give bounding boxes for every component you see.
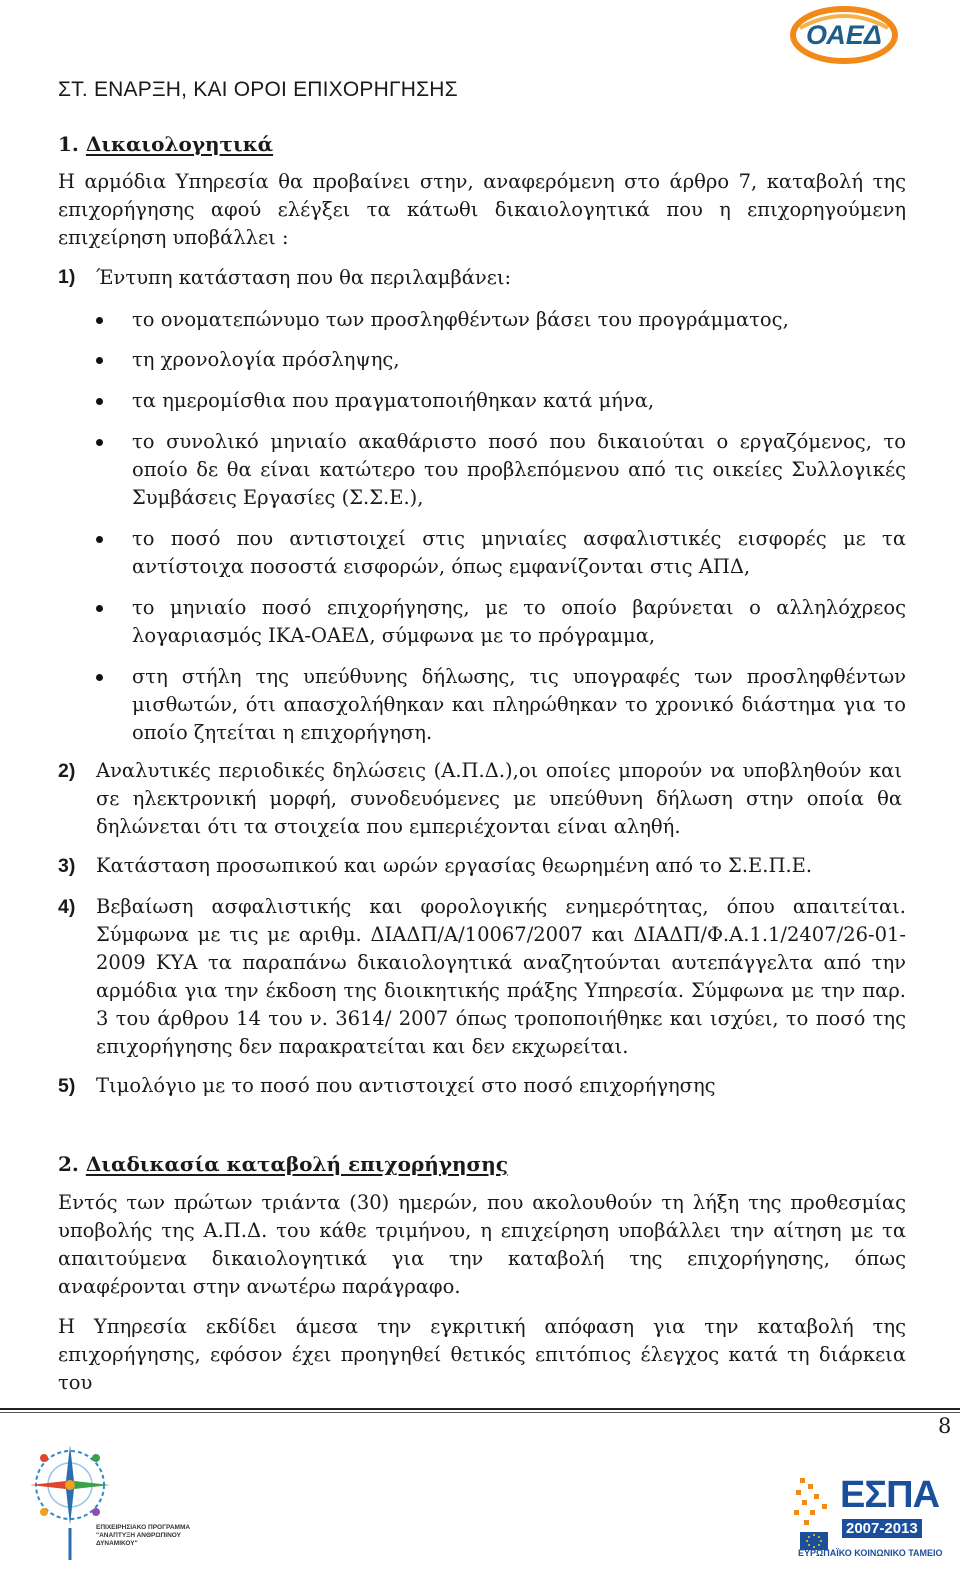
bullet-item: τη χρονολογία πρόσληψης, [132,348,400,371]
section2-paragraph: Η Υπηρεσία εκδίδει άμεσα την εγκριτική απόφαση για την καταβολή της επιχορήγησης, εφόσον έχει προηγηθεί θετικός επιτόπιος έλεγχος κατά τη διάρκεια του [58,1315,906,1394]
item-text: Τιμολόγιο με το ποσό που αντιστοιχεί στο ποσό επιχορήγησης [96,1074,716,1097]
bullet-icon [96,674,103,681]
item-text: Βεβαίωση ασφαλιστικής και φορολογικής ενημερότητας, όπου απαιτείται. Σύμφωνα με τις με αριθμ. ΔΙΑΔΠ/Α/10067/2007 και ΔΙΑΔΠ/Φ.Α.1.1/2407/26-01-2009 ΚΥΑ τα παραπάνω δικαιολογητικά αναζητούνται αυτεπάγγελτα από την αρμόδια για την έκδοση της διοικητικής πράξης Υπηρεσία. Σύμφωνα με την παρ. 3 του άρθρου 14 του ν. 3614/ 2007 όπως τροποποιήθηκε και ισχύει, το ποσό της επιχορήγησης δεν παρακρατείται και δεν εκχωρείται. [96,895,906,1058]
bullet-icon [96,398,103,405]
item-number: 1) [58,266,76,288]
section2-title [58,1152,508,1176]
program-caption [96,1524,216,1548]
bullet-item: τα ημερομίσθια που πραγματοποιήθηκαν κατά μήνα, [132,389,655,412]
bullet-item: στη στήλη της υπεύθυνης δήλωσης, τις υπογραφές των προσληφθέντων μισθωτών, ότι απασχολήθηκαν και πληρώθηκαν το χρονικό διάστημα για το οποίο ζητείται η επιχορήγηση. [132,665,906,744]
oaed-logo [790,6,898,64]
section1-title [58,132,273,156]
espa-eu-caption: ΕΥΡΩΠΑΪΚΟ ΚΟΙΝΩΝΙΚΟ ΤΑΜΕΙΟ [798,1548,943,1558]
bullet-item: το συνολικό μηνιαίο ακαθάριστο ποσό που δικαιούται ο εργαζόμενος, το οποίο δε θα είναι κατώτερο του προβλεπόμενου από τις οικείες Συλλογικές Συμβάσεις Εργασίες (Σ.Σ.Ε.), [132,430,906,509]
item-text: Έντυπη κατάσταση που θα περιλαμβάνει: [96,266,512,289]
bullet-item: το ποσό που αντιστοιχεί στις μηνιαίες ασφαλιστικές εισφορές με τα αντίστοιχα ποσοστά εισφορών, όπως εμφανίζονται στις ΑΠΔ, [132,527,906,578]
section2-number: 2. [58,1152,79,1176]
section2-paragraph: Εντός των πρώτων τριάντα (30) ημερών, που ακολουθούν τη λήξη της προθεσμίας υποβολής της Α.Π.Δ. του κάθε τριμήνου, η επιχείρηση υποβάλλει την αίτηση με τα απαιτούμενα δικαιολογητικά για την καταβολή της επιχορήγησης, όπως αναφέρονται στην ανωτέρω παράγραφο. [58,1191,906,1298]
item-number: 3) [58,855,76,877]
section1-title-text: Δικαιολογητικά [85,132,274,156]
item-number: 4) [58,896,76,918]
section1-intro: Η αρμόδια Υπηρεσία θα προβαίνει στην, αναφερόμενη στο άρθρο 7, καταβολή της επιχορήγησης αφού ελέγξει τα κάτωθι δικαιολογητικά που η επιχορηγούμενη επιχείρηση υποβάλλει : [58,170,906,249]
footer-divider [0,1408,960,1410]
bullet-icon [96,357,103,364]
bullet-icon [96,605,103,612]
oaed-logo-text: ΟΑΕΔ [806,20,882,50]
footer-divider [0,1412,960,1413]
section2-title-text: Διαδικασία καταβολή επιχορήγησης [85,1152,509,1176]
program-caption-line1: ΕΠΙΧΕΙΡΗΣΙΑΚΟ ΠΡΟΓΡΑΜΜΑ [96,1524,191,1531]
program-caption-line2: "ΑΝΑΠΤΥΞΗ ΑΝΘΡΩΠΙΝΟΥ ΔΥΝΑΜΙΚΟΥ" [96,1532,182,1547]
bullet-icon [96,439,103,446]
bullet-icon [96,317,103,324]
item-number: 2) [58,760,76,782]
item-text: Αναλυτικές περιοδικές δηλώσεις (Α.Π.Δ.),οι οποίες μπορούν να υποβληθούν και σε ηλεκτρονική μορφή, συνοδευόμενες με υπεύθυνη δήλωση στην οποία θα δηλώνεται ότι τα στοιχεία που εμπεριέχονται είναι αληθή. [96,759,902,838]
espa-years: 2007-2013 [842,1519,922,1538]
section1-number: 1. [58,132,79,156]
bullet-item: το μηνιαίο ποσό επιχορήγησης, με το οποίο βαρύνεται ο αλληλόχρεος λογαριασμός ΙΚΑ-ΟΑΕΔ, σύμφωνα με το πρόγραμμα, [132,596,906,647]
page-number: 8 [938,1414,952,1438]
bullet-icon [96,536,103,543]
item-text: Κατάσταση προσωπικού και ωρών εργασίας θεωρημένη από το Σ.Ε.Π.Ε. [96,854,813,877]
bullet-item: το ονοματεπώνυμο των προσληφθέντων βάσει του προγράμματος, [132,308,789,331]
espa-title: ΕΣΠΑ [840,1474,940,1516]
section-heading: ΣΤ. ΕΝΑΡΞΗ, ΚΑΙ ΟΡΟΙ ΕΠΙΧΟΡΗΓΗΣΗΣ [58,78,458,101]
item-number: 5) [58,1075,76,1097]
